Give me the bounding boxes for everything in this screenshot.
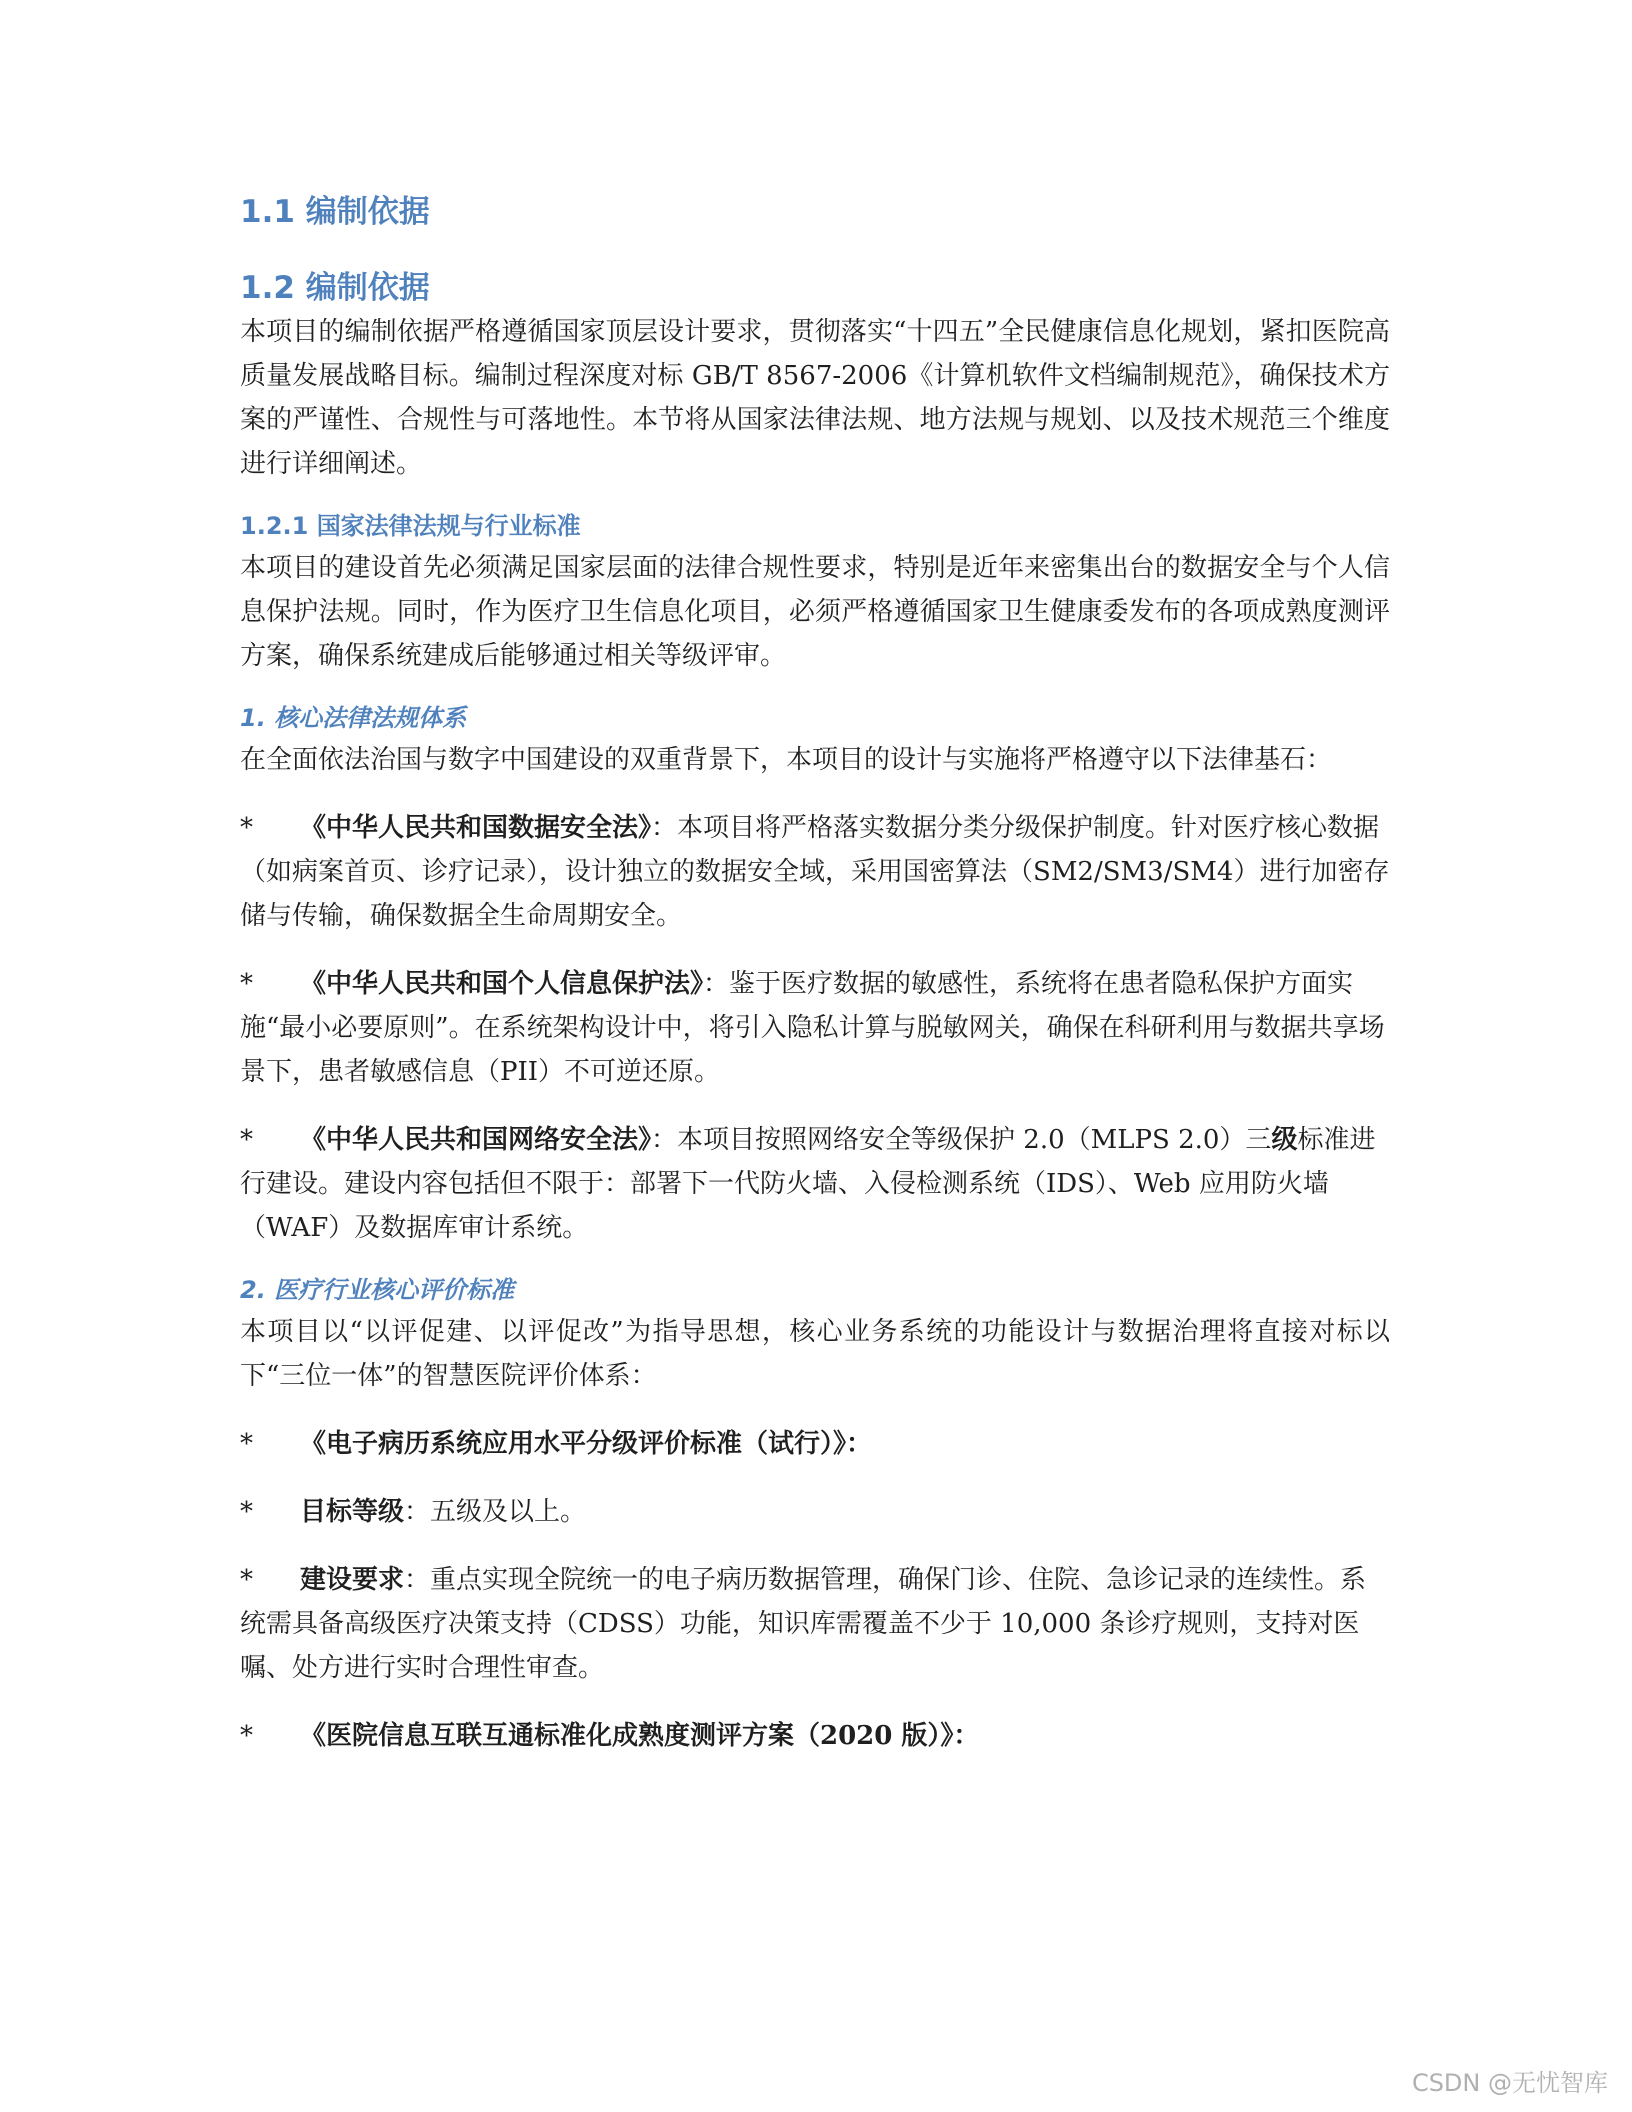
bullet-bold-fragment: 级 xyxy=(1271,1125,1298,1155)
bullet-text: ：鉴于医疗数据的敏感性，系统将在患者隐私保护方面实施“最小必要原则”。在系统架构设计中，将引入隐私计算与脱敏网关，确保在科研利用与数据共享场景下，患者敏感信息（PII）不可逆还原。 xyxy=(240,969,1385,1087)
bullet-title: 《中华人民共和国个人信息保护法》 xyxy=(300,969,704,999)
bullet-target-level xyxy=(240,1490,1390,1534)
standards-intro-paragraph: 本项目以“以评促建、以评促改”为指导思想，核心业务系统的功能设计与数据治理将直接对标以下“三位一体”的智慧医院评价体系： xyxy=(240,1317,1390,1391)
bullet-personal-info-law xyxy=(240,962,1390,1094)
bullet-text: ：重点实现全院统一的电子病历数据管理，确保门诊、住院、急诊记录的连续性。系统需具备高级医疗决策支持（CDSS）功能，知识库需覆盖不少于 10,000 条诊疗规则，支持对医嘱、处方进行实时合理性审查。 xyxy=(240,1565,1367,1683)
watermark: CSDN @无忧智库 xyxy=(1411,2069,1608,2097)
bullet-build-requirements xyxy=(240,1558,1390,1690)
document-page xyxy=(240,190,1390,1758)
bullet-data-security-law xyxy=(240,806,1390,938)
bullet-title: 《中华人民共和国数据安全法》 xyxy=(300,813,652,843)
law-intro-paragraph: 在全面依法治国与数字中国建设的双重背景下，本项目的设计与实施将严格遵守以下法律基石： xyxy=(240,745,1333,775)
bullet-text: ：五级及以上。 xyxy=(404,1497,587,1527)
bullet-star: * xyxy=(240,1125,253,1155)
bullet-text: ：本项目按照网络安全等级保护 2.0（MLPS 2.0）三 xyxy=(651,1125,1272,1155)
bullet-star: * xyxy=(240,1429,253,1459)
heading-law-system: 1. 核心法律法规体系 xyxy=(240,704,467,732)
heading-1-2-1: 1.2.1 国家法律法规与行业标准 xyxy=(240,512,581,540)
bullet-star: * xyxy=(240,969,253,999)
intro-paragraph: 本项目的编制依据严格遵循国家顶层设计要求，贯彻落实“十四五”全民健康信息化规划，紧扣医院高质量发展战略目标。编制过程深度对标 GB/T 8567-2006《计算机软件文档编制规范》，确保技术方案的严谨性、合规性与可落地性。本节将从国家法律法规、地方法规与规划、以及技术规范三个维度进行详细阐述。 xyxy=(240,317,1390,479)
heading-medical-standards: 2. 医疗行业核心评价标准 xyxy=(240,1276,515,1304)
bullet-star: * xyxy=(240,1497,253,1527)
bullet-cybersecurity-law xyxy=(240,1118,1390,1250)
heading-1-2: 1.2 编制依据 xyxy=(240,270,430,306)
heading-1-1: 1.1 编制依据 xyxy=(240,194,430,230)
bullet-star: * xyxy=(240,813,253,843)
bullet-emr-standard xyxy=(240,1422,1390,1466)
bullet-star: * xyxy=(240,1721,253,1751)
bullet-title: 《医院信息互联互通标准化成熟度测评方案（2020 版）》： xyxy=(300,1721,980,1751)
bullet-title: 《中华人民共和国网络安全法》 xyxy=(300,1125,652,1155)
bullet-label: 目标等级 xyxy=(300,1497,405,1527)
bullet-label: 建设要求 xyxy=(300,1565,405,1595)
bullet-star: * xyxy=(240,1565,253,1595)
bullet-text-continued: 标准进行建设。建设内容包括但不限于：部署下一代防火墙、入侵检测系统（IDS）、Web 应用防火墙（WAF）及数据库审计系统。 xyxy=(240,1125,1376,1243)
bullet-title: 《电子病历系统应用水平分级评价标准（试行）》： xyxy=(300,1429,873,1459)
bullet-interoperability-standard xyxy=(240,1714,1390,1758)
section-1-2-1-paragraph: 本项目的建设首先必须满足国家层面的法律合规性要求，特别是近年来密集出台的数据安全与个人信息保护法规。同时，作为医疗卫生信息化项目，必须严格遵循国家卫生健康委发布的各项成熟度测评方案，确保系统建成后能够通过相关等级评审。 xyxy=(240,553,1390,671)
bullet-text: ：本项目将严格落实数据分类分级保护制度。针对医疗核心数据（如病案首页、诊疗记录），设计独立的数据安全域，采用国密算法（SM2/SM3/SM4）进行加密存储与传输，确保数据全生命周期安全。 xyxy=(240,813,1390,931)
